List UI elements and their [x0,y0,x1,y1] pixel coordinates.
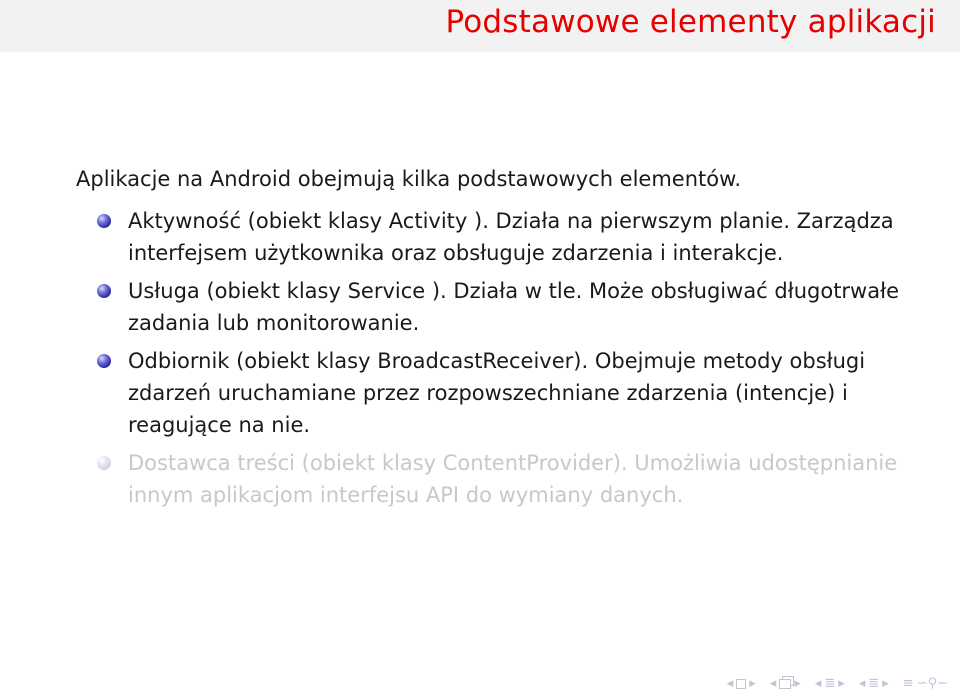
frame-icon[interactable] [779,679,791,689]
frame-title-bar [0,0,960,52]
slide-icon[interactable] [736,679,746,689]
section-nav-group [815,676,845,692]
subsection-icon[interactable]: ≣ [868,676,880,691]
list-item-receiver [76,345,916,441]
slide-content [76,163,916,517]
nav-right-arrow-icon[interactable]: ▸ [794,676,801,691]
frame-title: Podstawowe elementy aplikacji [445,4,936,40]
ball-bullet-icon [97,354,111,368]
list-item-text: Aktywność (obiekt klasy Activity ). Działa na pierwszym planie. Zarządza interfejsem użytkownika oraz obsługuje zdarzenia i interakcje. [128,209,894,265]
nav-left-arrow-icon[interactable]: ◂ [814,676,822,691]
intro-text: Aplikacje na Android obejmują kilka podstawowych elementów. [76,167,742,191]
slide-nav-group [727,676,756,692]
nav-left-arrow-icon[interactable]: ◂ [769,676,777,691]
ball-bullet-icon [97,456,111,470]
list-item-text: Odbiornik (obiekt klasy BroadcastReceiver). Obejmuje metody obsługi zdarzeń uruchamiane przez rozpowszechniane zdarzenia (intencje) i reagujące na nie. [128,349,866,437]
beamer-navigation-bar [727,676,948,692]
nav-left-arrow-icon[interactable]: ◂ [726,676,734,691]
nav-right-arrow-icon[interactable]: ▸ [749,676,756,691]
list-item-service [76,275,916,339]
ball-bullet-icon [97,284,111,298]
nav-menu-icon[interactable]: ≡ [902,676,914,691]
item-list [76,205,916,511]
list-item-text: Usługa (obiekt klasy Service ). Działa w tle. Może obsługiwać długotrwałe zadania lub monitorowanie. [128,279,899,335]
frame-nav-group [770,676,801,692]
search-icon[interactable]: ∽⚲∼ [916,676,948,691]
nav-right-arrow-icon[interactable]: ▸ [838,676,845,691]
nav-right-arrow-icon[interactable]: ▸ [882,676,889,691]
misc-nav-group [903,676,948,692]
subsection-nav-group [859,676,889,692]
list-item-content-provider [76,447,916,511]
list-item-activity [76,205,916,269]
list-item-text: Dostawca treści (obiekt klasy ContentProvider). Umożliwia udostępnianie innym aplikacjom interfejsu API do wymiany danych. [128,451,898,507]
ball-bullet-icon [97,214,111,228]
nav-left-arrow-icon[interactable]: ◂ [858,676,866,691]
section-icon[interactable]: ≣ [824,676,836,691]
